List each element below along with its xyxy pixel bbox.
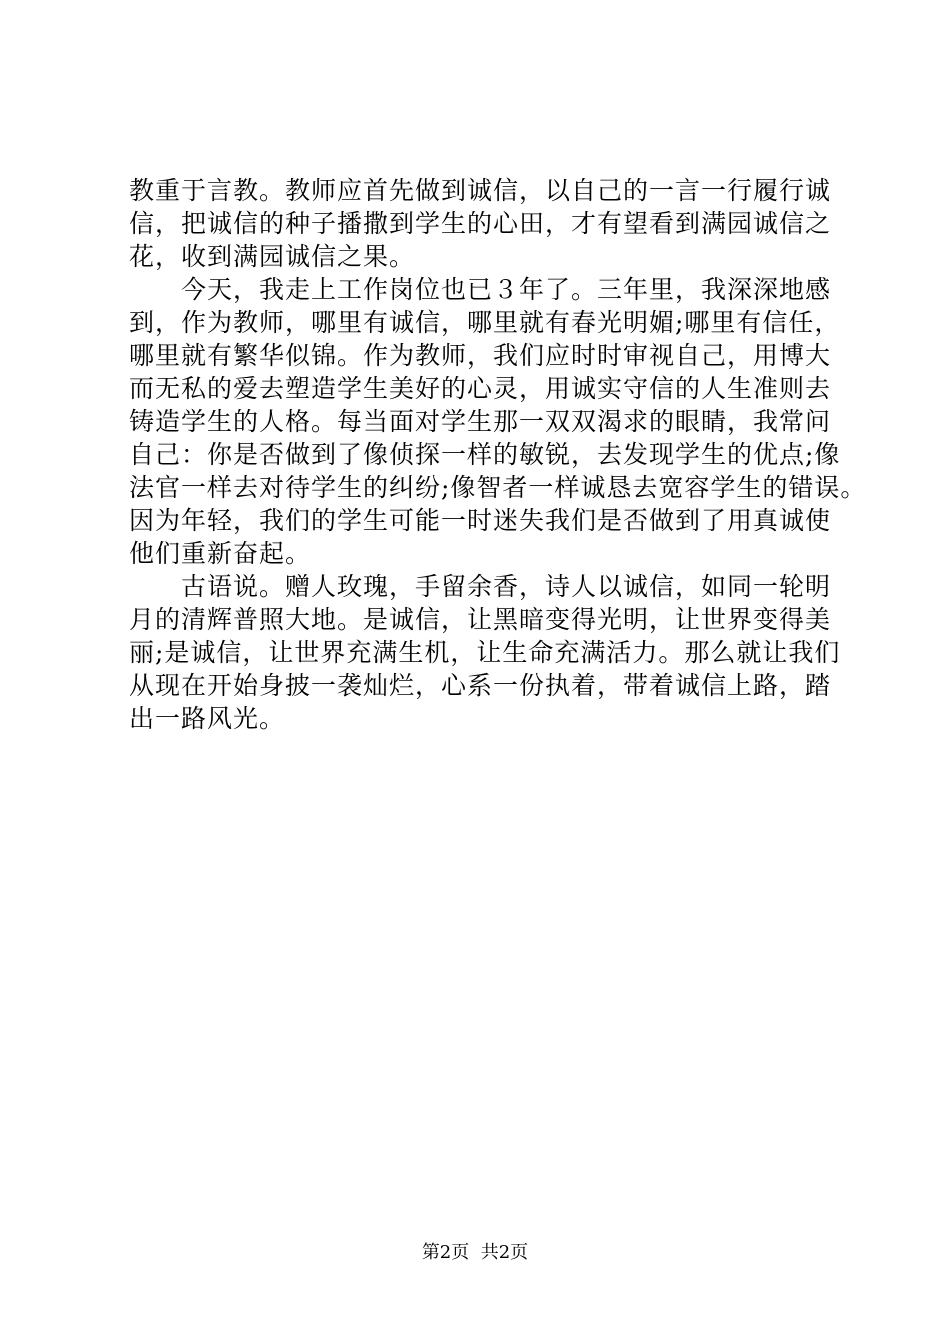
page-footer: 第2页 共2页	[421, 1242, 529, 1263]
text-line-1: 教重于言教。教师应首先做到诚信，以自己的一言一行履行诚	[129, 176, 832, 205]
text-line-11: 因为年轻，我们的学生可能一时迷失我们是否做到了用真诚使	[129, 506, 832, 535]
text-line-9: 自己：你是否做到了像侦探一样的敏锐，去发现学生的优点;像	[129, 440, 841, 469]
text-line-3: 花，收到满园诚信之果。	[129, 242, 416, 271]
text-line-2: 信，把诚信的种子播撒到学生的心田，才有望看到满园诚信之	[129, 209, 832, 238]
text-line-12: 他们重新奋起。	[129, 539, 312, 568]
text-line-10: 法官一样去对待学生的纠纷;像智者一样诚恳去宽容学生的错误。	[129, 473, 867, 502]
text-line-4: 今天，我走上工作岗位也已３年了。三年里，我深深地感	[129, 275, 832, 304]
text-line-7: 而无私的爱去塑造学生美好的心灵，用诚实守信的人生准则去	[129, 374, 832, 403]
text-line-16: 从现在开始身披一袭灿烂，心系一份执着，带着诚信上路，踏	[129, 671, 832, 700]
text-line-8: 铸造学生的人格。每当面对学生那一双双渴求的眼睛，我常问	[129, 407, 832, 436]
text-line-5: 到，作为教师，哪里有诚信，哪里就有春光明媚;哪里有信任，	[129, 308, 841, 337]
text-line-14: 月的清辉普照大地。是诚信，让黑暗变得光明，让世界变得美	[129, 605, 832, 634]
text-line-15: 丽;是诚信，让世界充满生机，让生命充满活力。那么就让我们	[129, 638, 841, 667]
text-line-13: 古语说。赠人玫瑰，手留余香，诗人以诚信，如同一轮明	[129, 572, 832, 601]
text-line-17: 出一路风光。	[129, 704, 286, 733]
document-body	[129, 174, 867, 735]
text-line-6: 哪里就有繁华似锦。作为教师，我们应时时审视自己，用博大	[129, 341, 832, 370]
